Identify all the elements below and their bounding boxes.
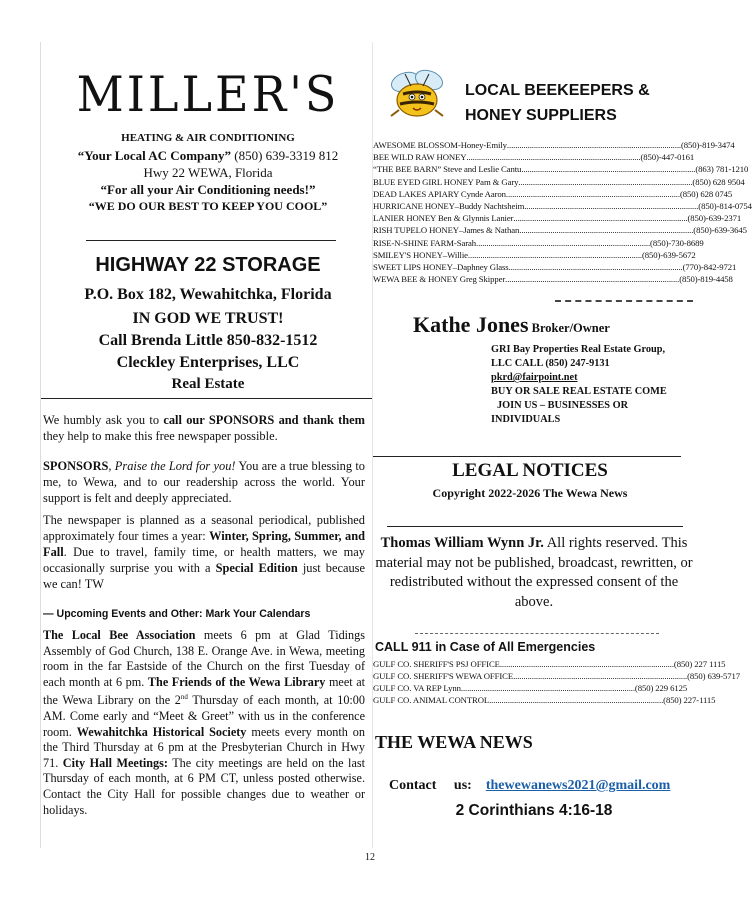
millers-address: Hwy 22 WEWA, Florida [143, 165, 273, 180]
emergency-row-name: GULF CO. ANIMAL CONTROL [373, 695, 490, 705]
supplier-row [373, 188, 733, 200]
millers-logo: MILLER'S [76, 65, 340, 123]
divider [387, 526, 683, 527]
beekeepers-heading: LOCAL BEEKEEPERS & HONEY SUPPLIERS [465, 82, 650, 124]
supplier-row [373, 237, 704, 249]
supplier-row [373, 262, 737, 273]
kathe-email-link[interactable]: pkrd@fairpoint.net [491, 372, 578, 383]
millers-tagline-1: “For all your Air Conditioning needs!” [100, 182, 316, 197]
supplier-row [373, 201, 752, 212]
supplier-row-name: BEE WILD RAW HONEY [373, 152, 467, 163]
emergency-row-phone: (850) 227-1115 [663, 695, 716, 705]
supplier-row-phone: (850)-730-8689 [650, 237, 704, 248]
divider [86, 240, 336, 241]
dot-leader: .................................................................................... [513, 671, 688, 681]
dot-leader: .................................................................................... [476, 237, 651, 248]
storage-realestate: Real Estate [171, 376, 245, 392]
legal-copyright: Copyright 2022-2026 The Wewa News [432, 486, 628, 500]
dot-leader: .................................................................................... [467, 249, 642, 260]
emergency-row [373, 659, 726, 670]
storage-company: Cleckley Enterprises, LLC [116, 354, 300, 371]
bee-icon [379, 64, 451, 122]
dot-leader: .................................................................................... [513, 213, 688, 224]
supplier-row-name: BLUE EYED GIRL HONEY Pam & Gary [373, 176, 519, 187]
right-column [372, 42, 752, 848]
divider [41, 398, 375, 399]
supplier-row-name: RISH TUPELO HONEY–James & Nathan [373, 225, 520, 236]
dot-leader: .................................................................................... [518, 176, 693, 187]
supplier-row-name: AWESOME BLOSSOM-Honey-Emily [373, 140, 507, 150]
emergency-row-name: GULF CO. SHERIFF'S WEWA OFFICE [373, 671, 514, 681]
supplier-row-phone: (850)-819-3474 [680, 140, 735, 150]
page-number: 12 [365, 852, 375, 863]
legal-title: LEGAL NOTICES [452, 460, 608, 481]
legal-rights-paragraph: Thomas William Wynn Jr. All rights reserved. This material may not be published, broadcast, rewritten, or redistributed without the expressed consent of the above. [375, 535, 693, 610]
millers-subtitle: HEATING & AIR CONDITIONING [121, 132, 295, 144]
supplier-row [373, 274, 733, 285]
supplier-row [373, 152, 695, 163]
contact-email-link[interactable]: thewewanews2021@gmail.com [485, 778, 671, 793]
emergency-row [373, 671, 741, 682]
supplier-row-phone: (850)-639-3645 [693, 225, 747, 236]
events-heading: — Upcoming Events and Other: Mark Your Calendars [43, 608, 311, 620]
supplier-row-name: HURRICANE HONEY–Buddy Nachtsheim [373, 201, 525, 211]
storage-title: HIGHWAY 22 STORAGE [95, 254, 321, 276]
supplier-row [373, 249, 696, 261]
dot-leader: .................................................................................... [521, 164, 696, 175]
sponsors-thanks-paragraph: SPONSORS, Praise the Lord for you! You are a true blessing to me, to Wewa, and to our readership across the world. Your support is felt and deeply appreciated. [43, 459, 365, 505]
supplier-row-phone: (770)-842-9721 [682, 262, 737, 272]
supplier-row-phone: (850)-639-5672 [641, 249, 696, 260]
dot-leader: .................................................................................... [505, 188, 680, 199]
supplier-row [373, 176, 745, 188]
dashed-divider [555, 300, 693, 302]
dot-leader: .................................................................................... [489, 695, 664, 705]
dot-leader: .................................................................................... [506, 140, 681, 150]
dot-leader: .................................................................................... [499, 659, 674, 669]
left-column [40, 42, 376, 848]
dashed-divider [415, 633, 659, 634]
storage-address: P.O. Box 182, Wewahitchka, Florida [84, 286, 332, 303]
millers-tagline-2: “WE DO OUR BEST TO KEEP YOU COOL” [88, 199, 328, 213]
emergency-row-name: GULF CO. VA REP Lynn [373, 683, 461, 693]
kathe-details: GRI Bay Properties Real Estate Group, LLC CALL (850) 247-9131 pkrd@fairpoint.net BUY OR SALE REAL ESTATE COME JOIN US – BUSINESSES OR INDIVIDUALS [491, 344, 667, 425]
emergency-row-phone: (850) 227 1115 [673, 659, 726, 669]
contact-line: Contact us: thewewanews2021@gmail.com [389, 778, 671, 793]
supplier-row [373, 213, 742, 224]
supplier-row-name: LANIER HONEY Ben & Glynnis Lanier [373, 213, 514, 224]
supplier-row [373, 225, 747, 236]
supplier-row-name: RISE-N-SHINE FARM-Sarah [373, 237, 476, 248]
supplier-row-phone: (850)-819-4458 [679, 274, 733, 285]
storage-motto: IN GOD WE TRUST! [132, 310, 284, 327]
dot-leader: .................................................................................... [505, 274, 680, 285]
sponsors-ask-paragraph: We humbly ask you to call our SPONSORS and thank them they help to make this free newspaper possible. [43, 413, 366, 443]
wewa-news-title: THE WEWA NEWS [375, 732, 533, 752]
supplier-row [373, 164, 749, 175]
supplier-row-name: WEWA BEE & HONEY Greg Skipper [373, 274, 506, 285]
suppliers-list [373, 140, 752, 290]
storage-phone: Call Brenda Little 850-832-1512 [98, 332, 318, 349]
supplier-row-name: DEAD LAKES APIARY Cynde Aaron [373, 188, 506, 199]
emergency-row [373, 683, 688, 694]
dot-leader: .................................................................................... [519, 225, 694, 236]
supplier-row-name: “THE BEE BARN” Steve and Leslie Cantu [373, 164, 522, 175]
events-paragraph: The Local Bee Association meets 6 pm at Glad Tidings Assembly of God Church, 138 E. Orange Ave. in Wewa, meeting room in the far Eastside of the Church on the first Tuesday of each month at 6 pm. The Friends of the Wewa Library meet at the Wewa Library on the 2nd Thursday of each month, at 10:00 AM. Come early and “Meet & Greet” with us in the conference room. Wewahitchka Historical Society meets every month on the Third Thursday at 6 pm at the Presbyterian Church in Hwy 71. City Hall Meetings: The city meetings are held on the last Thursday of each month, at 6 PM CT, unless posted otherwise. Contact the City Hall for possible changes due to weather or holidays. [43, 628, 366, 817]
emergency-row-name: GULF CO. SHERIFF'S PSJ OFFICE [373, 659, 500, 669]
supplier-row-phone: (850) 628 0745 [679, 188, 733, 199]
emergency-row-phone: (850) 639-5717 [687, 671, 741, 681]
bible-verse: 2 Corinthians 4:16-18 [455, 802, 613, 819]
emergency-row [373, 695, 716, 706]
dot-leader: .................................................................................... [524, 201, 699, 211]
supplier-row-phone: (850) 628 9504 [692, 176, 745, 187]
kathe-name: Kathe Jones Broker/Owner [413, 312, 610, 337]
dot-leader: .................................................................................... [466, 152, 641, 163]
supplier-row-phone: (863) 781-1210 [695, 164, 749, 175]
divider [373, 456, 681, 457]
millers-phone-line: “Your Local AC Company” (850) 639-3319 812 [77, 148, 339, 163]
supplier-row-phone: (850)-639-2371 [687, 213, 742, 224]
supplier-row [373, 140, 735, 151]
emergency-heading: CALL 911 in Case of All Emergencies [375, 640, 596, 654]
emergency-list [373, 659, 741, 707]
supplier-row-phone: (850)-814-0754 [698, 201, 752, 211]
dot-leader: .................................................................................... [460, 683, 635, 693]
dot-leader: .................................................................................... [508, 262, 683, 272]
supplier-row-phone: (850)-447-0161 [640, 152, 695, 163]
supplier-row-name: SMILEY'S HONEY–Willie [373, 249, 468, 260]
supplier-row-name: SWEET LIPS HONEY–Daphney Glass [373, 262, 509, 272]
schedule-paragraph: The newspaper is planned as a seasonal periodical, published approximately four times a year: Winter, Spring, Summer, and Fall. Due to travel, family time, or health matters, we may occasionally surprise you with a Special Edition just because we can! TW [43, 513, 365, 591]
emergency-row-phone: (850) 229 6125 [634, 683, 688, 693]
